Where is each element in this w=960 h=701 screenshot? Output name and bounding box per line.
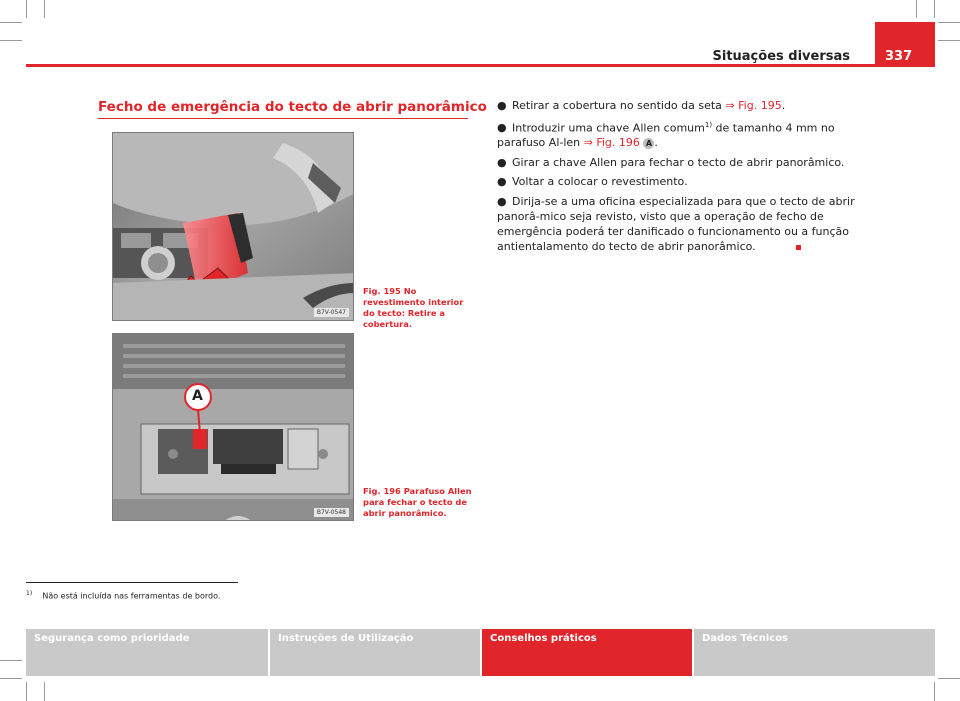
headliner-cover-illustration (113, 133, 354, 321)
allen-screw-illustration (113, 334, 354, 521)
list-item: ● Voltar a colocar o revestimento. (497, 175, 688, 189)
tab-instrucoes[interactable]: Instruções de Utilização (270, 629, 482, 676)
list-item: ● Introduzir uma chave Allen comum$^{1)}$ de tamanho 4 mm no parafuso Al-len ⇒ Fig. 196 A . (497, 120, 835, 150)
figure-code: B7V-0548 (314, 508, 349, 517)
crop-mark (26, 0, 27, 18)
header-rule (26, 64, 935, 67)
section-title: Fecho de emergência do tecto de abrir panorâmico (98, 99, 487, 115)
crop-mark (26, 682, 27, 701)
list-item: ● Girar a chave Allen para fechar o tecto de abrir panorâmico. (497, 155, 845, 169)
crop-mark (938, 22, 960, 23)
tab-seguranca[interactable]: Segurança como prioridade (26, 629, 270, 676)
bullet-icon: ● (497, 175, 507, 189)
bullet-icon: ● (497, 155, 507, 169)
list-item: ● Dirija-se a uma oficina especializada para que o tecto de abrir panorâ-mico seja revisto, visto que a operação de fecho de emergência poderá ter danificado o funcionamento ou a função antientalamento do tecto de abrir panorâmico. (497, 194, 855, 253)
footnote-ref[interactable]: 1) (704, 120, 713, 129)
page-number: 337 (875, 22, 935, 67)
figure-reference-link[interactable]: ⇒ Fig. 196 (583, 136, 640, 150)
figure-195-caption: Fig. 195 No revestimento interior do tecto: Retire a cobertura. (363, 286, 464, 329)
tab-dados-tecnicos[interactable]: Dados Técnicos (694, 629, 935, 676)
list-item: ● Retirar a cobertura no sentido da seta ⇒ Fig. 195. (497, 99, 786, 112)
footnote-rule (26, 582, 238, 583)
footer-nav (26, 629, 935, 676)
figure-code: B7V-0547 (314, 308, 349, 317)
section-rule (98, 118, 468, 119)
bullet-icon: ● (497, 194, 507, 208)
footnote-text: Não está incluída nas ferramentas de bordo. (42, 591, 221, 601)
footnote (26, 590, 220, 601)
crop-mark (0, 22, 22, 23)
section-end-icon (796, 245, 801, 250)
figure-196-photo (112, 333, 354, 521)
figure-reference-link[interactable]: ⇒ Fig. 195 (725, 99, 782, 112)
crop-mark (938, 678, 960, 679)
crop-mark (44, 682, 45, 701)
label-a-icon: A (643, 138, 654, 149)
crop-mark (0, 660, 22, 661)
crop-mark (0, 678, 22, 679)
figure-195-photo (112, 132, 354, 321)
crop-mark (938, 40, 960, 41)
tab-conselhos[interactable]: Conselhos práticos (482, 629, 694, 676)
figure-label-a: A (192, 388, 203, 404)
crop-mark (934, 682, 935, 701)
crop-mark (44, 0, 45, 18)
crop-mark (934, 0, 935, 18)
footnote-mark: 1) (26, 590, 33, 597)
instruction-list (497, 98, 859, 258)
figure-196-caption: Fig. 196 Parafuso Allen para fechar o tecto de abrir panorâmico. (363, 486, 472, 518)
bullet-icon: ● (497, 121, 507, 135)
crop-mark (916, 0, 917, 18)
running-header-title: Situações diversas (712, 49, 850, 64)
bullet-icon: ● (497, 99, 507, 112)
crop-mark (0, 40, 22, 41)
